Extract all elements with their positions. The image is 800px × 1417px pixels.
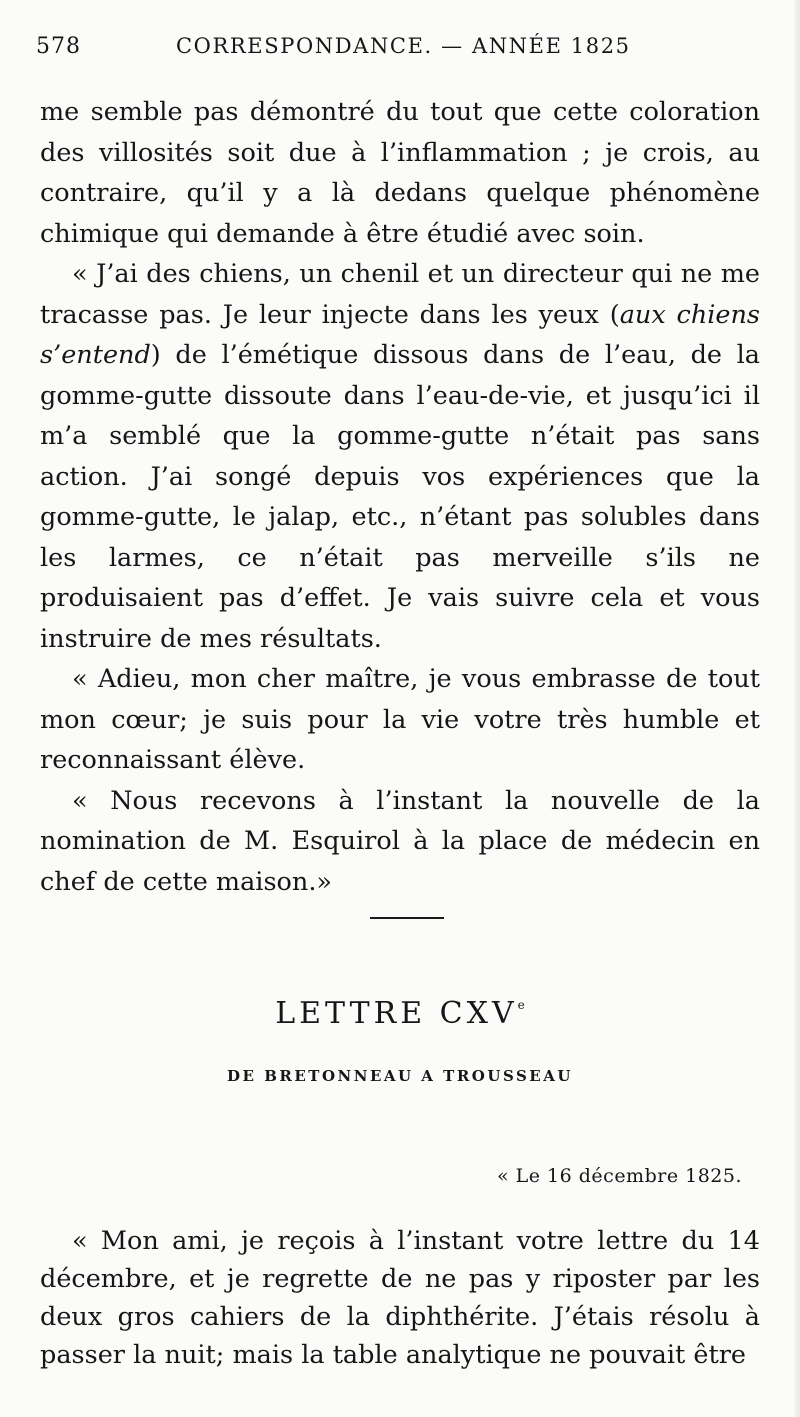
letter-title-text: LETTRE CXV	[275, 996, 518, 1031]
paragraph-chiens	[40, 254, 760, 659]
page-number: 578	[36, 34, 81, 59]
paragraph-chiens-part2: ) de l’émétique dissous dans de l’eau, de la gomme-gutte dissoute dans l’eau-de-vie, et jusqu’ici il m’a semblé que la gomme-gutte n’était pas sans action. J’ai songé depuis vos expériences que la gomme-gutte, le jalap, etc., n’étant pas solubles dans les larmes, ce n’était pas merveille s’ils ne produisaient pas d’effet. Je vais suivre cela et vous instruire de mes résultats.	[40, 340, 760, 654]
paragraph-coloration: me semble pas démontré du tout que cette coloration des villosités soit due à l’inflammation ; je crois, au contraire, qu’il y a là dedans quelque phénomène chimique qui demande à être étudié avec soin.	[40, 97, 760, 249]
letter-title	[0, 996, 800, 1031]
section-divider	[370, 917, 444, 919]
letter-continuation	[40, 92, 760, 902]
paragraph-chiens-part1: « J’ai des chiens, un chenil et un directeur qui ne me tracasse pas. Je leur injecte dans les yeux (	[40, 259, 760, 330]
running-head: CORRESPONDANCE. — ANNÉE 1825	[176, 34, 631, 58]
letter-subtitle: DE BRETONNEAU A TROUSSEAU	[227, 1067, 573, 1085]
letter-dateline: « Le 16 décembre 1825.	[496, 1165, 742, 1187]
page-header	[36, 30, 762, 64]
letter-title-superscript: e	[517, 998, 525, 1012]
italic-aside: aux chiens s’entend	[40, 299, 760, 370]
scan-edge	[794, 0, 800, 1417]
paragraph-esquirol: « Nous recevons à l’instant la nouvelle de la nomination de M. Esquirol à la place de médecin en chef de cette maison.»	[40, 785, 760, 897]
paragraph-mon-ami: « Mon ami, je reçois à l’instant votre lettre du 14 décembre, et je regrette de ne pas y riposter par les deux gros cahiers de la diphthérite. J’étais résolu à passer la nuit; mais la table analytique ne pouvait être	[40, 1226, 760, 1370]
letter-body	[40, 1222, 760, 1374]
paragraph-adieu: « Adieu, mon cher maître, je vous embrasse de tout mon cœur; je suis pour la vie votre très humble et reconnaissant élève.	[40, 664, 760, 775]
